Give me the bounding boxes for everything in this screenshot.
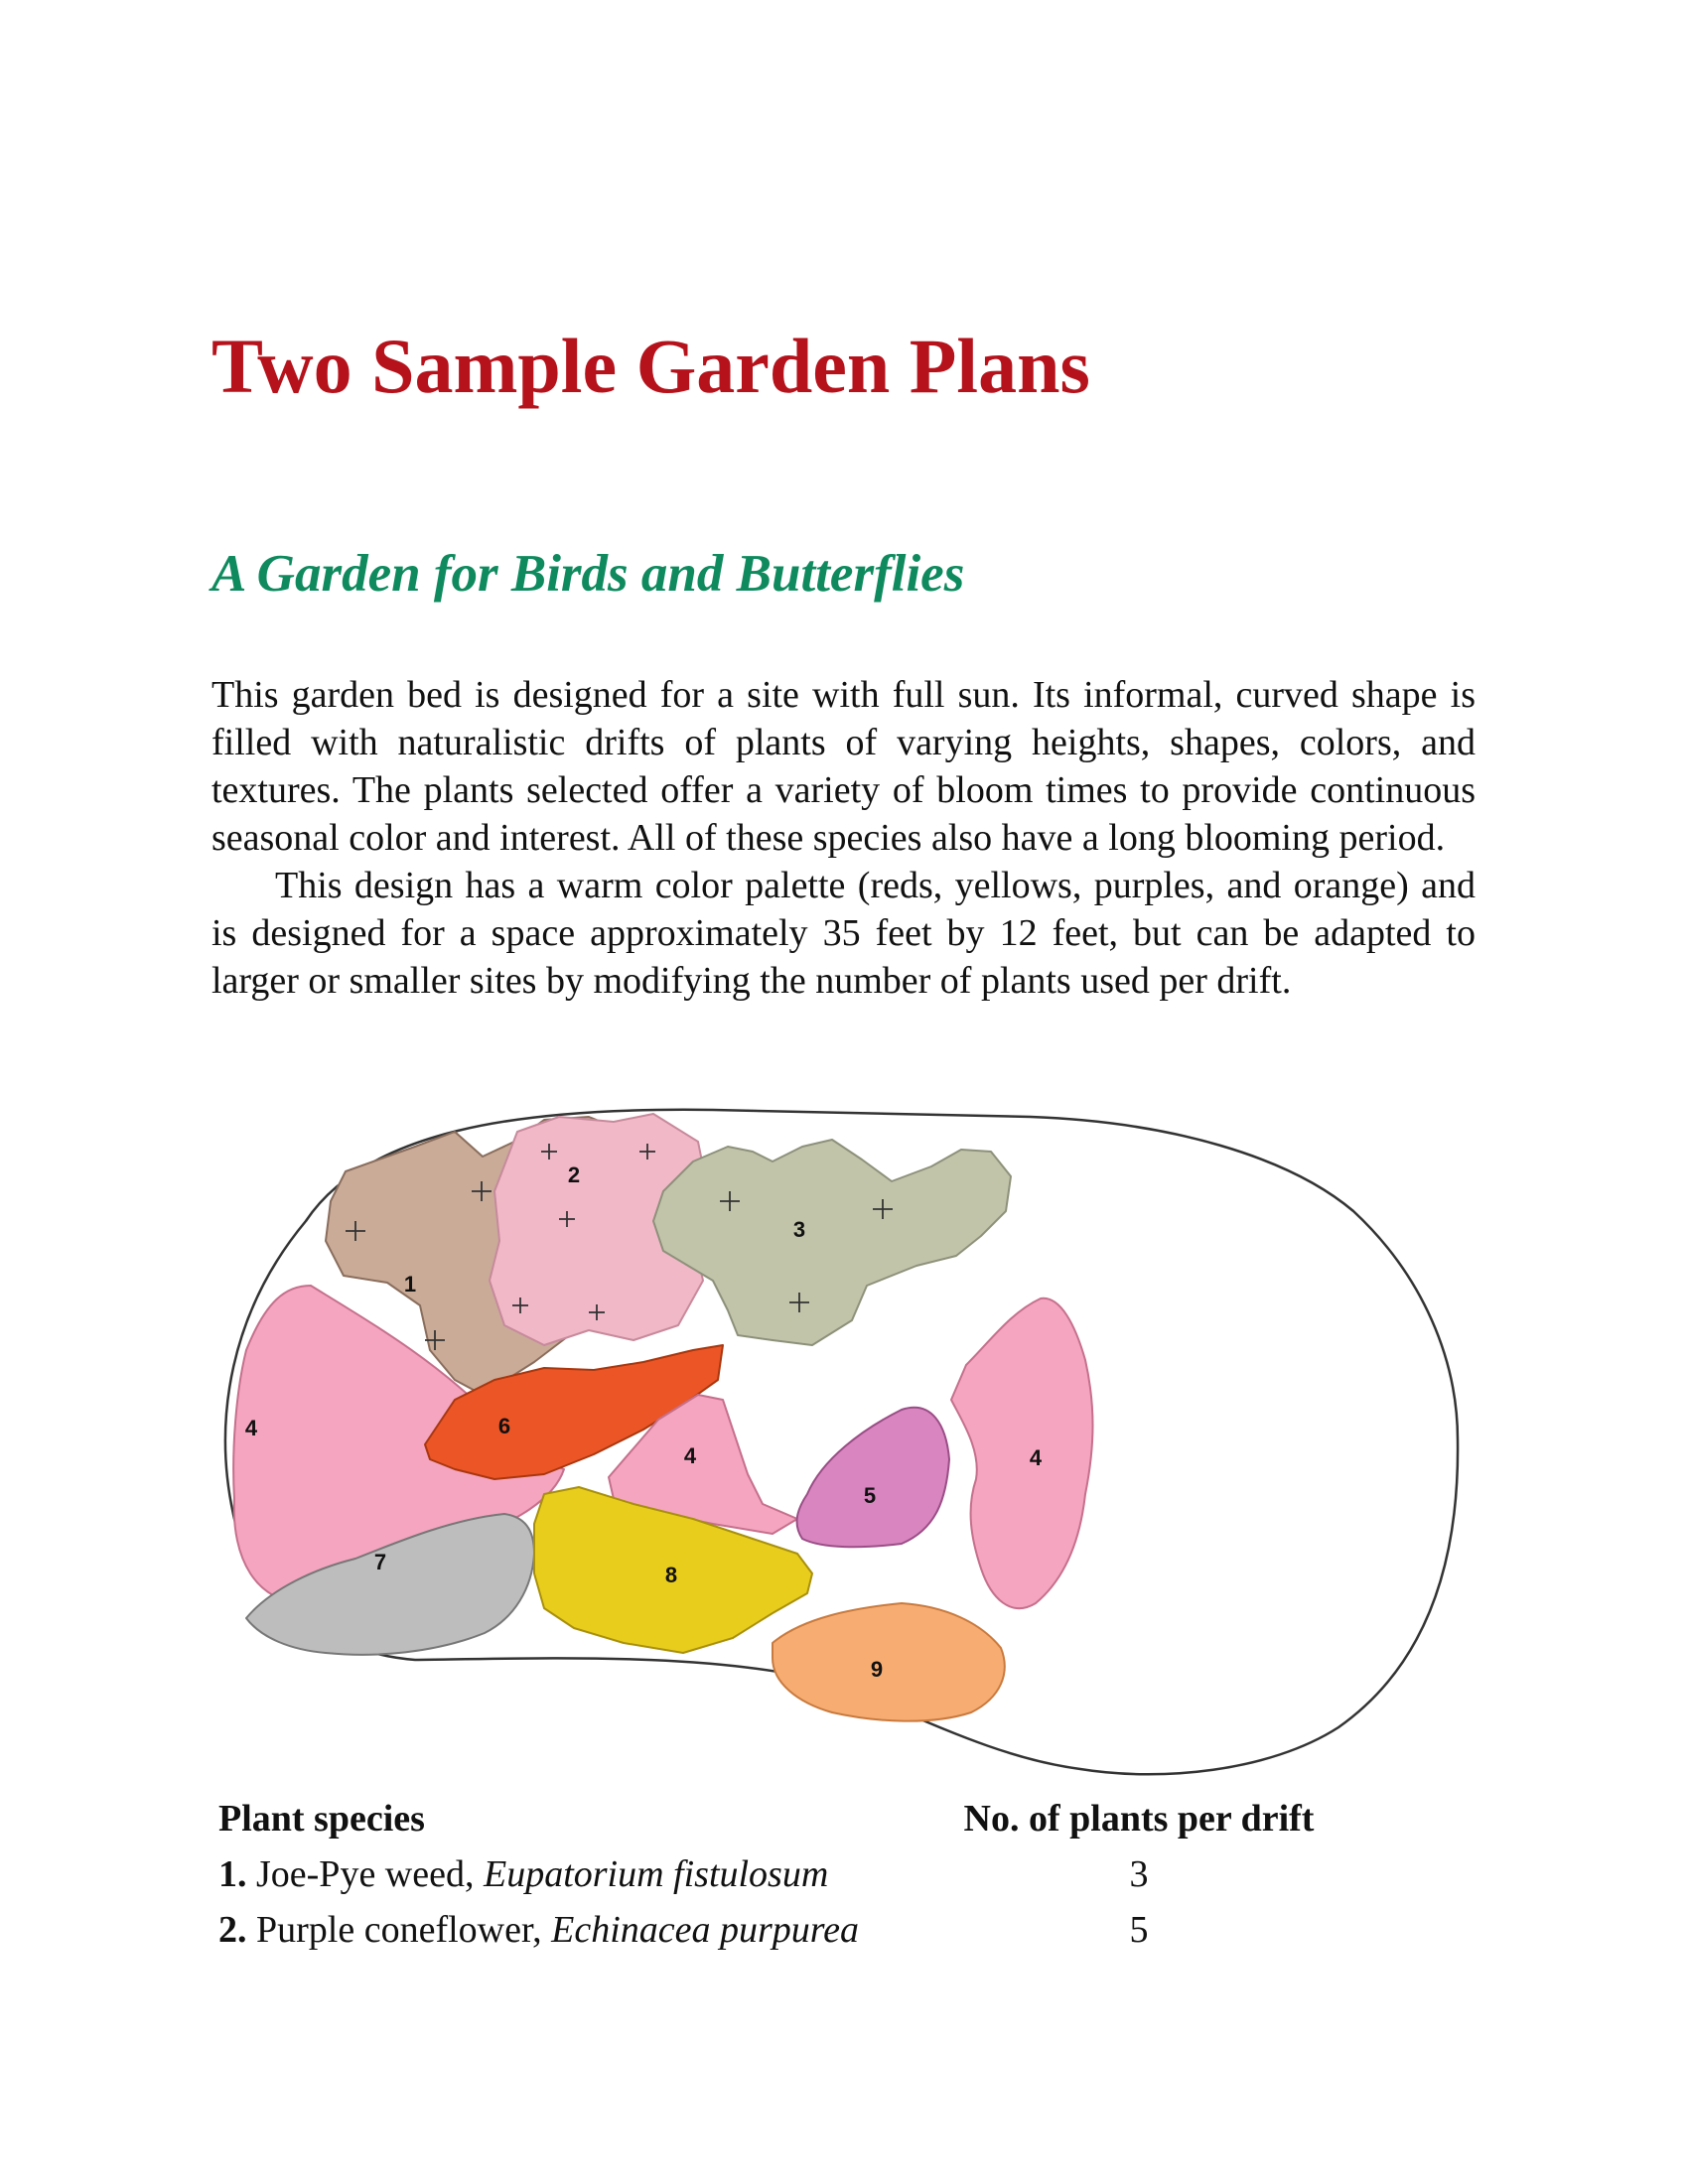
table-row bbox=[218, 1852, 1410, 1908]
count-cell: 3 bbox=[1129, 1853, 1149, 1895]
count-cell: 5 bbox=[1129, 1909, 1149, 1951]
drift-label: 8 bbox=[664, 1562, 678, 1587]
drift-label: 9 bbox=[870, 1656, 884, 1682]
drift-label: 3 bbox=[792, 1216, 806, 1242]
row-number: 1. bbox=[218, 1853, 247, 1895]
drift-label: 7 bbox=[373, 1549, 387, 1574]
drift-label: 1 bbox=[403, 1271, 417, 1297]
drift-label: 4 bbox=[683, 1442, 697, 1468]
drift-label: 4 bbox=[1029, 1444, 1043, 1470]
garden-plan-diagram bbox=[216, 1102, 1473, 1787]
drift-label: 4 bbox=[244, 1415, 258, 1440]
garden-plan-svg bbox=[216, 1102, 1473, 1787]
header-species: Plant species bbox=[218, 1798, 425, 1840]
paragraph: This design has a warm color palette (reds, yellows, purples, and orange) and is designed for a space approximately 35 feet by 12 feet, but can be adapted to larger or smaller sites by modifying the number of plants used per drift. bbox=[211, 865, 1476, 1002]
section-title: A Garden for Birds and Butterflies bbox=[211, 545, 965, 603]
page-title: Two Sample Garden Plans bbox=[211, 323, 1090, 409]
table-header-row bbox=[218, 1797, 1410, 1852]
latin-name: Eupatorium fistulosum bbox=[483, 1853, 829, 1895]
drift-label: 5 bbox=[863, 1482, 877, 1508]
species-table bbox=[218, 1797, 1410, 1964]
table-row bbox=[218, 1908, 1410, 1964]
drift-label: 2 bbox=[567, 1161, 581, 1187]
drift-label: 6 bbox=[497, 1413, 511, 1438]
body-text bbox=[211, 671, 1476, 1005]
common-name: Purple coneflower, bbox=[256, 1909, 542, 1951]
common-name: Joe-Pye weed, bbox=[256, 1853, 475, 1895]
species-cell bbox=[218, 1908, 859, 1952]
header-count: No. of plants per drift bbox=[963, 1798, 1315, 1840]
paragraph: This garden bed is designed for a site with full sun. Its informal, curved shape is filled with naturalistic drifts of plants of varying heights, shapes, colors, and textures. The plants selected offer a variety of bloom times to provide continuous seasonal color and interest. All of these species also have a long blooming period. bbox=[211, 674, 1476, 859]
latin-name: Echinacea purpurea bbox=[551, 1909, 860, 1951]
species-cell bbox=[218, 1852, 828, 1896]
row-number: 2. bbox=[218, 1909, 247, 1951]
